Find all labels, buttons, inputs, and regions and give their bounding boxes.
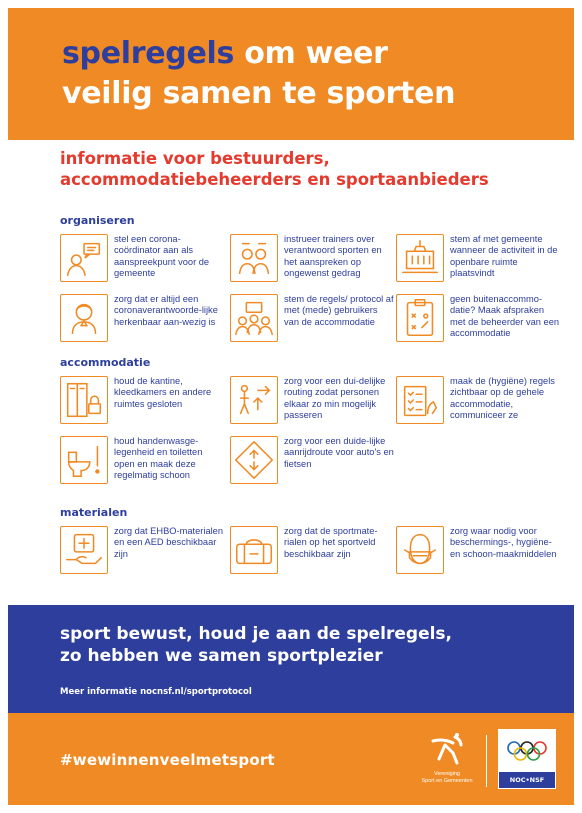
rule-item: [230, 294, 395, 350]
rule-text: zorg waar nodig voor beschermings-, hygiëne- en schoon-maakmiddelen: [450, 526, 557, 559]
vsg-line1: Vereniging: [434, 771, 460, 777]
first-aid-hand-icon: [60, 526, 108, 574]
rule-item: [396, 234, 561, 290]
rule-item: [230, 234, 395, 290]
logo-divider: [486, 735, 487, 787]
toilet-alert-icon: [60, 436, 108, 484]
rule-item: [60, 376, 225, 432]
locked-lockers-icon: [60, 376, 108, 424]
rule-text: stel een corona-coördinator aan als aanspreekpunt voor de gemeente: [114, 234, 210, 279]
clipboard-tactics-icon: [396, 294, 444, 342]
subtitle: [60, 148, 570, 190]
footer-banner: [8, 713, 574, 805]
rule-text: stem af met gemeente wanneer de activiteit in de openbare ruimte plaatsvindt: [450, 234, 558, 279]
rule-item: [396, 294, 561, 350]
title-rest: om weer: [234, 36, 388, 71]
rule-item: [230, 526, 395, 582]
title-accent: spelregels: [62, 36, 235, 71]
noc-label: NOC•NSF: [499, 772, 555, 788]
runner-logo-icon: [427, 731, 467, 767]
rule-item: [396, 376, 561, 432]
rule-text: zorg dat EHBO-materialen en een AED beschikbaar zijn: [114, 526, 224, 559]
sports-bag-icon: [230, 526, 278, 574]
subtitle-line2: accommodatiebeheerders en sportaanbieders: [60, 170, 489, 189]
section-title-accommodatie: accommodatie: [60, 356, 151, 369]
rule-item: [396, 526, 561, 582]
direction-sign-icon: [230, 436, 278, 484]
rule-text: maak de (hygiëne) regels zichtbaar op de gehele accommodatie, communiceer ze: [450, 376, 555, 421]
rule-text: zorg voor een dui-delijke routing zodat personen elkaar zo min mogelijk passeren: [284, 376, 386, 421]
group-meeting-icon: [230, 294, 278, 342]
one-way-routing-icon: [230, 376, 278, 424]
vsg-logo: [413, 731, 481, 793]
motto-band: [8, 605, 574, 713]
rule-item: [60, 436, 225, 492]
face-mask-icon: [396, 526, 444, 574]
more-info-link[interactable]: Meer informatie nocnsf.nl/sportprotocol: [60, 687, 252, 697]
page-title: [62, 34, 574, 114]
rule-text: zorg dat de sportmate-rialen op het sportveld beschikbaar zijn: [284, 526, 378, 559]
rule-item: [60, 526, 225, 582]
hashtag: #wewinnenveelmetsport: [60, 751, 275, 769]
rule-item: [60, 234, 225, 290]
presenter-speech-icon: [60, 234, 108, 282]
rule-item: [230, 376, 395, 432]
trainers-talking-icon: [230, 234, 278, 282]
motto: [60, 623, 560, 667]
motto-line2: zo hebben we samen sportplezier: [60, 646, 383, 666]
rule-text: zorg dat er altijd een coronaverantwoorde-lijke herkenbaar aan-wezig is: [114, 294, 218, 327]
section-title-materialen: materialen: [60, 506, 128, 519]
olympic-rings-icon: [499, 730, 555, 772]
rule-item: [60, 294, 225, 350]
vsg-caption: [413, 771, 481, 784]
section-title-organiseren: organiseren: [60, 214, 135, 227]
hygiene-rules-icon: [396, 376, 444, 424]
rule-text: geen buitenaccommo-datie? Maak afspraken met de beheerder van een accommodatie: [450, 294, 560, 339]
rule-item: [230, 436, 395, 492]
header-banner: [8, 8, 574, 140]
rule-text: houd handenwasge-legenheid en toiletten open en maak deze regelmatig schoon: [114, 436, 203, 481]
vsg-line2: Sport en Gemeenten: [421, 777, 473, 784]
subtitle-line1: informatie voor bestuurders,: [60, 149, 330, 168]
rule-text: instrueer trainers over verantwoord sporten en het aanspreken op ongewenst gedrag: [284, 234, 382, 279]
rule-text: houd de kantine, kleedkamers en andere ruimtes gesloten: [114, 376, 212, 409]
rule-text: zorg voor een duide-lijke aanrijdroute voor auto's en fietsen: [284, 436, 394, 469]
noc-nsf-logo: [498, 729, 556, 789]
motto-line1: sport bewust, houd je aan de spelregels,: [60, 624, 453, 644]
head-person-icon: [60, 294, 108, 342]
rule-text: stem de regels/ protocol af met (mede) gebruikers van de accommodatie: [284, 294, 394, 327]
title-line2: veilig samen te sporten: [62, 76, 456, 111]
town-hall-icon: [396, 234, 444, 282]
